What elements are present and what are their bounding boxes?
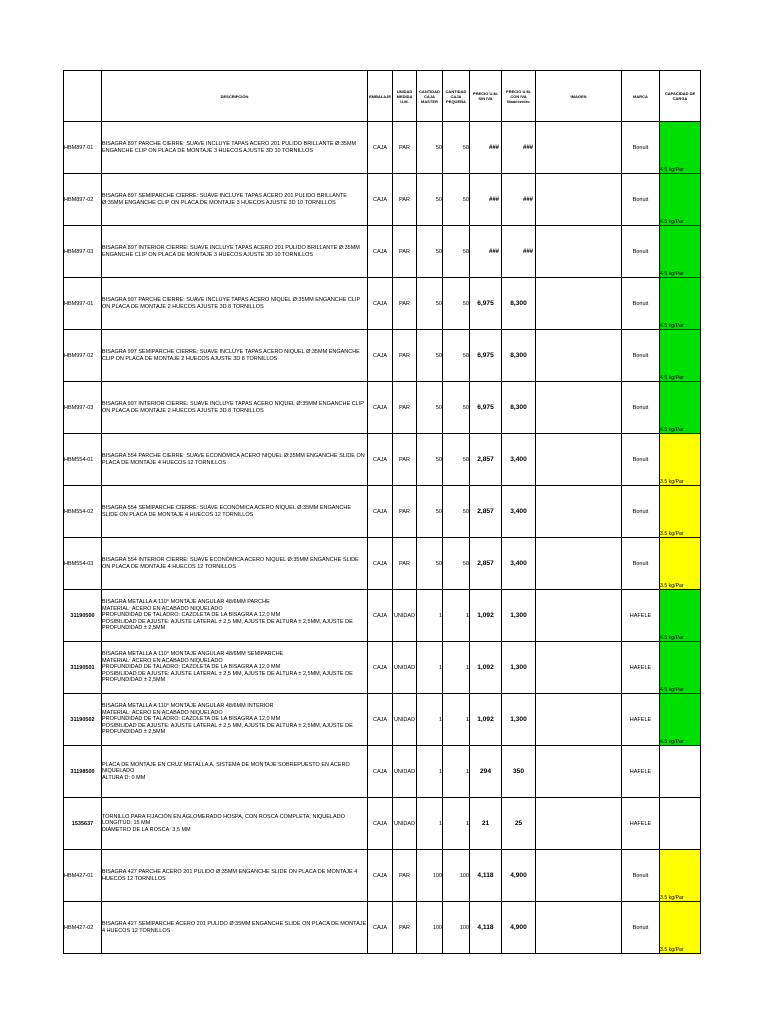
table-row bbox=[64, 174, 701, 226]
price-with-vat: 4,900 bbox=[502, 902, 536, 954]
unit: PAR bbox=[393, 850, 417, 902]
small-box-qty: 50 bbox=[443, 486, 470, 538]
load-capacity: 3.5 kg/Par bbox=[660, 850, 701, 902]
price-with-vat: 8,300 bbox=[502, 382, 536, 434]
load-capacity: 4.5 kg/Par bbox=[660, 330, 701, 382]
header-image: IMAGEN bbox=[536, 71, 622, 122]
price-without-vat: 1,092 bbox=[470, 642, 502, 694]
product-description: BISAGRA 554 INTERIOR CIERRE: SUAVE ECONÓMICA ACERO NIQUEL Ø:35MM ENGANCHE SLIDE ON PLACA DE MONTAJE 4 HUECOS 12 TORNILLOS bbox=[102, 538, 368, 590]
product-image-cell bbox=[536, 694, 622, 746]
master-box-qty: 100 bbox=[417, 902, 443, 954]
packaging: CAJA bbox=[368, 174, 393, 226]
product-description: BISAGRA 997 INTERIOR CIERRE: SUAVE INCLUYE TAPAS ACERO NIQUEL Ø:35MM ENGANCHE CLIP ON PLACA DE MONTAJE 2 HUECOS AJUSTE 3D 8 TORNILLOS bbox=[102, 382, 368, 434]
unit: UNIDAD bbox=[393, 746, 417, 798]
price-without-vat: 294 bbox=[470, 746, 502, 798]
small-box-qty: 1 bbox=[443, 590, 470, 642]
product-code: HBM997-03 bbox=[64, 382, 102, 434]
product-code: HBM997-02 bbox=[64, 330, 102, 382]
product-code: HBM897-01 bbox=[64, 122, 102, 174]
price-with-vat: ### bbox=[502, 174, 536, 226]
packaging: CAJA bbox=[368, 330, 393, 382]
load-capacity: 3.5 kg/Par bbox=[660, 486, 701, 538]
price-with-vat: 3,400 bbox=[502, 486, 536, 538]
load-capacity: 4.5 kg/Par bbox=[660, 382, 701, 434]
packaging: CAJA bbox=[368, 798, 393, 850]
packaging: CAJA bbox=[368, 382, 393, 434]
packaging: CAJA bbox=[368, 538, 393, 590]
table-row bbox=[64, 538, 701, 590]
table-row bbox=[64, 486, 701, 538]
small-box-qty: 50 bbox=[443, 122, 470, 174]
unit: PAR bbox=[393, 902, 417, 954]
load-capacity: 3.5 kg/Par bbox=[660, 538, 701, 590]
small-box-qty: 100 bbox=[443, 850, 470, 902]
header-load-capacity: CAPACIDAD DE CARGA bbox=[660, 71, 701, 122]
small-box-qty: 50 bbox=[443, 174, 470, 226]
load-capacity bbox=[660, 798, 701, 850]
master-box-qty: 50 bbox=[417, 434, 443, 486]
product-description: BISAGRA 997 SEMIPARCHE CIERRE: SUAVE INCLUYE TAPAS ACERO NIQUEL Ø:35MM ENGANCHE CLIP ON PLACA DE MONTAJE 2 HUECOS AJUSTE 3D 8 TORNILLOS bbox=[102, 330, 368, 382]
unit: PAR bbox=[393, 122, 417, 174]
brand: Bonuit bbox=[622, 902, 660, 954]
product-description: BISAGRA 897 PARCHE CIERRE: SUAVE INCLUYE TAPAS ACERO 201 PULIDO BRILLANTE Ø:35MM ENGANCHE CLIP ON PLACA DE MONTAJE 3 HUECOS AJUSTE 3D 10 TORNILLOS bbox=[102, 122, 368, 174]
header-code bbox=[64, 71, 102, 122]
table-row bbox=[64, 642, 701, 694]
product-image-cell bbox=[536, 278, 622, 330]
price-with-vat: 8,300 bbox=[502, 330, 536, 382]
master-box-qty: 50 bbox=[417, 330, 443, 382]
product-code: 31190501 bbox=[64, 642, 102, 694]
product-image-cell bbox=[536, 122, 622, 174]
header-master-qty: CANTIDAD CAJA MASTER bbox=[417, 71, 443, 122]
small-box-qty: 50 bbox=[443, 538, 470, 590]
master-box-qty: 50 bbox=[417, 226, 443, 278]
price-with-vat: 25 bbox=[502, 798, 536, 850]
table-row bbox=[64, 850, 701, 902]
price-without-vat: 6,975 bbox=[470, 382, 502, 434]
brand: Bonuit bbox=[622, 122, 660, 174]
packaging: CAJA bbox=[368, 902, 393, 954]
product-description: PLACA DE MONTAJE EN CRUZ METALLA A, SISTEMA DE MONTAJE SOBREPUESTO EN ACERO NIQUELADO ALTURA D: 0 MM bbox=[102, 746, 368, 798]
load-capacity: 4.5 kg/Par bbox=[660, 174, 701, 226]
product-image-cell bbox=[536, 486, 622, 538]
brand: HAFELE bbox=[622, 798, 660, 850]
product-code: HBM997-01 bbox=[64, 278, 102, 330]
price-without-vat: 6,975 bbox=[470, 330, 502, 382]
price-without-vat: ### bbox=[470, 174, 502, 226]
product-image-cell bbox=[536, 382, 622, 434]
product-code: HBM897-02 bbox=[64, 174, 102, 226]
product-description: BISAGRA 897 SEMIPARCHE CIERRE: SUAVE INCLUYE TAPAS ACERO 201 PULIDO BRILLANTE Ø:35MM ENGANCHE CLIP ON PLACA DE MONTAJE 3 HUECOS AJUSTE 3D 10 TORNILLOS bbox=[102, 174, 368, 226]
table-row bbox=[64, 382, 701, 434]
unit: PAR bbox=[393, 226, 417, 278]
master-box-qty: 100 bbox=[417, 850, 443, 902]
packaging: CAJA bbox=[368, 226, 393, 278]
small-box-qty: 50 bbox=[443, 330, 470, 382]
price-without-vat: 4,118 bbox=[470, 850, 502, 902]
master-box-qty: 1 bbox=[417, 798, 443, 850]
product-image-cell bbox=[536, 174, 622, 226]
price-with-vat: 3,400 bbox=[502, 434, 536, 486]
product-image-cell bbox=[536, 330, 622, 382]
table-body bbox=[64, 122, 701, 954]
table-row bbox=[64, 746, 701, 798]
master-box-qty: 1 bbox=[417, 694, 443, 746]
header-price-with-vat: PRECIO U.M. CON IVA Madecentro bbox=[502, 71, 536, 122]
product-image-cell bbox=[536, 590, 622, 642]
price-with-vat: 4,900 bbox=[502, 850, 536, 902]
product-code: HBM554-03 bbox=[64, 538, 102, 590]
product-description: BISAGRA METALLA A 110° MONTAJE ANGULAR 48/6MM SEMIPARCHE MATERIAL: ACERO EN ACABADO NIQUELADO PROFUNDIDAD DE TALADRO: CAZOLETA DE LA BISAGRA A 12,0 MM POSIBILIDAD DE AJUSTE: AJUSTE LATERAL ± 2,5 MM, AJUSTE DE ALTURA ± 2,5MM, AJUSTE DE PROFUNDIDAD ± 2,5MM bbox=[102, 642, 368, 694]
master-box-qty: 50 bbox=[417, 278, 443, 330]
product-image-cell bbox=[536, 798, 622, 850]
brand: Bonuit bbox=[622, 278, 660, 330]
packaging: CAJA bbox=[368, 278, 393, 330]
product-image-cell bbox=[536, 434, 622, 486]
small-box-qty: 50 bbox=[443, 278, 470, 330]
product-image-cell bbox=[536, 642, 622, 694]
product-code: HBM427-02 bbox=[64, 902, 102, 954]
price-without-vat: ### bbox=[470, 226, 502, 278]
brand: Bonuit bbox=[622, 330, 660, 382]
product-code: HBM897-03 bbox=[64, 226, 102, 278]
load-capacity: 4.5 kg/Par bbox=[660, 278, 701, 330]
product-price-table bbox=[63, 70, 701, 954]
product-description: BISAGRA 427 PARCHE ACERO 201 PULIDO Ø:35MM ENGANCHE SLIDE ON PLACA DE MONTAJE 4 HUECOS 12 TORNILLOS bbox=[102, 850, 368, 902]
product-image-cell bbox=[536, 850, 622, 902]
master-box-qty: 1 bbox=[417, 642, 443, 694]
table-row bbox=[64, 694, 701, 746]
small-box-qty: 100 bbox=[443, 902, 470, 954]
packaging: CAJA bbox=[368, 434, 393, 486]
table-row bbox=[64, 122, 701, 174]
load-capacity: 4.5 kg/Par bbox=[660, 122, 701, 174]
master-box-qty: 50 bbox=[417, 122, 443, 174]
load-capacity: 4.5 kg/Par bbox=[660, 590, 701, 642]
product-description: BISAGRA 554 SEMIPARCHE CIERRE: SUAVE ECONÓMICA ACERO NIQUEL Ø:35MM ENGANCHE SLIDE ON PLACA DE MONTAJE 4 HUECOS 12 TORNILLOS bbox=[102, 486, 368, 538]
header-description: DESCRIPCIÓN bbox=[102, 71, 368, 122]
master-box-qty: 50 bbox=[417, 382, 443, 434]
master-box-qty: 1 bbox=[417, 746, 443, 798]
unit: PAR bbox=[393, 434, 417, 486]
brand: Bonuit bbox=[622, 174, 660, 226]
product-code: HBM554-01 bbox=[64, 434, 102, 486]
unit: PAR bbox=[393, 538, 417, 590]
product-image-cell bbox=[536, 538, 622, 590]
unit: UNIDAD bbox=[393, 694, 417, 746]
unit: UNIDAD bbox=[393, 798, 417, 850]
small-box-qty: 1 bbox=[443, 642, 470, 694]
product-description: BISAGRA METALLA A 110° MONTAJE ANGULAR 48/6MM PARCHE MATERIAL: ACERO EN ACABADO NIQUELADO PROFUNDIDAD DE TALADRO: CAZOLETA DE LA BISAGRA A 12,0 MM POSIBILIDAD DE AJUSTE: AJUSTE LATERAL ± 2,5 MM, AJUSTE DE ALTURA ± 2,5MM, AJUSTE DE PROFUNDIDAD ± 2,5MM bbox=[102, 590, 368, 642]
brand: HAFELE bbox=[622, 694, 660, 746]
product-code: 1535637 bbox=[64, 798, 102, 850]
header-price-without-vat: PRECIO U.M. SIN IVA bbox=[470, 71, 502, 122]
load-capacity: 4.5 kg/Par bbox=[660, 226, 701, 278]
packaging: CAJA bbox=[368, 642, 393, 694]
master-box-qty: 50 bbox=[417, 174, 443, 226]
packaging: CAJA bbox=[368, 486, 393, 538]
table-row bbox=[64, 590, 701, 642]
product-description: BISAGRA 897 INTERIOR CIERRE: SUAVE INCLUYE TAPAS ACERO 201 PULIDO BRILLANTE Ø:35MM ENGANCHE CLIP ON PLACA DE MONTAJE 3 HUECOS AJUSTE 3D 10 TORNILLOS bbox=[102, 226, 368, 278]
price-without-vat: 2,857 bbox=[470, 434, 502, 486]
header-small-qty: CANTIDAD CAJA PEQUEÑA bbox=[443, 71, 470, 122]
packaging: CAJA bbox=[368, 122, 393, 174]
table-row bbox=[64, 434, 701, 486]
product-code: 31190500 bbox=[64, 590, 102, 642]
master-box-qty: 50 bbox=[417, 538, 443, 590]
unit: UNIDAD bbox=[393, 590, 417, 642]
load-capacity: 4.5 kg/Par bbox=[660, 694, 701, 746]
price-without-vat: ### bbox=[470, 122, 502, 174]
product-description: BISAGRA 554 PARCHE CIERRE: SUAVE ECONÓMICA ACERO NIQUEL Ø:35MM ENGANCHE SLIDE ON PLACA DE MONTAJE 4 HUECOS 12 TORNILLOS bbox=[102, 434, 368, 486]
product-code: 31198500 bbox=[64, 746, 102, 798]
product-image-cell bbox=[536, 226, 622, 278]
header-packaging: EMBALAJE bbox=[368, 71, 393, 122]
product-description: TORNILLO PARA FIJACIÓN EN AGLOMERADO HOSPA, CON ROSCA COMPLETA, NIQUELADO LONGITUD: 15 MM DIÁMETRO DE LA ROSCA: 3,5 MM bbox=[102, 798, 368, 850]
brand: Bonuit bbox=[622, 226, 660, 278]
brand: Bonuit bbox=[622, 850, 660, 902]
table-header bbox=[64, 71, 701, 122]
product-image-cell bbox=[536, 746, 622, 798]
unit: PAR bbox=[393, 174, 417, 226]
product-description: BISAGRA METALLA A 110° MONTAJE ANGULAR 48/6MM INTERIOR MATERIAL: ACERO EN ACABADO NIQUELADO PROFUNDIDAD DE TALADRO: CAZOLETA DE LA BISAGRA A 12,0 MM POSIBILIDAD DE AJUSTE: AJUSTE LATERAL ± 2,5 MM, AJUSTE DE ALTURA ± 2,5MM, AJUSTE DE PROFUNDIDAD ± 2,5MM bbox=[102, 694, 368, 746]
price-with-vat: 1,300 bbox=[502, 694, 536, 746]
price-without-vat: 2,857 bbox=[470, 486, 502, 538]
price-with-vat: ### bbox=[502, 226, 536, 278]
price-with-vat: 3,400 bbox=[502, 538, 536, 590]
price-with-vat: ### bbox=[502, 122, 536, 174]
load-capacity: 3.5 kg/Par bbox=[660, 902, 701, 954]
small-box-qty: 1 bbox=[443, 798, 470, 850]
brand: Bonuit bbox=[622, 382, 660, 434]
brand: Bonuit bbox=[622, 486, 660, 538]
small-box-qty: 50 bbox=[443, 226, 470, 278]
brand: Bonuit bbox=[622, 538, 660, 590]
table-row bbox=[64, 902, 701, 954]
packaging: CAJA bbox=[368, 590, 393, 642]
load-capacity bbox=[660, 746, 701, 798]
product-description: BISAGRA 997 PARCHE CIERRE: SUAVE INCLUYE TAPAS ACERO NIQUEL Ø:35MM ENGANCHE CLIP ON PLACA DE MONTAJE 2 HUECOS AJUSTE 3D 8 TORNILLOS bbox=[102, 278, 368, 330]
load-capacity: 3.5 kg/Par bbox=[660, 434, 701, 486]
price-without-vat: 1,092 bbox=[470, 694, 502, 746]
master-box-qty: 50 bbox=[417, 486, 443, 538]
unit: PAR bbox=[393, 278, 417, 330]
small-box-qty: 1 bbox=[443, 746, 470, 798]
unit: PAR bbox=[393, 330, 417, 382]
product-image-cell bbox=[536, 902, 622, 954]
price-with-vat: 350 bbox=[502, 746, 536, 798]
load-capacity: 4.5 kg/Par bbox=[660, 642, 701, 694]
master-box-qty: 1 bbox=[417, 590, 443, 642]
product-description: BISAGRA 427 SEMIPARCHE ACERO 201 PULIDO Ø:35MM ENGANCHE SLIDE ON PLACA DE MONTAJE 4 HUECOS 12 TORNILLOS bbox=[102, 902, 368, 954]
table-row bbox=[64, 330, 701, 382]
packaging: CAJA bbox=[368, 694, 393, 746]
header-unit: UNIDAD MEDIDA U.M. bbox=[393, 71, 417, 122]
product-code: HBM427-01 bbox=[64, 850, 102, 902]
unit: PAR bbox=[393, 486, 417, 538]
price-with-vat: 1,300 bbox=[502, 642, 536, 694]
packaging: CAJA bbox=[368, 746, 393, 798]
price-without-vat: 1,092 bbox=[470, 590, 502, 642]
brand: HAFELE bbox=[622, 590, 660, 642]
price-without-vat: 4,118 bbox=[470, 902, 502, 954]
brand: Bonuit bbox=[622, 434, 660, 486]
table-row bbox=[64, 798, 701, 850]
table-row bbox=[64, 278, 701, 330]
product-code: 31190502 bbox=[64, 694, 102, 746]
header-brand: MARCA bbox=[622, 71, 660, 122]
price-without-vat: 2,857 bbox=[470, 538, 502, 590]
table-row bbox=[64, 226, 701, 278]
small-box-qty: 50 bbox=[443, 434, 470, 486]
product-code: HBM554-02 bbox=[64, 486, 102, 538]
packaging: CAJA bbox=[368, 850, 393, 902]
price-with-vat: 1,300 bbox=[502, 590, 536, 642]
price-without-vat: 21 bbox=[470, 798, 502, 850]
price-without-vat: 6,975 bbox=[470, 278, 502, 330]
unit: UNIDAD bbox=[393, 642, 417, 694]
brand: HAFELE bbox=[622, 642, 660, 694]
brand: HAFELE bbox=[622, 746, 660, 798]
small-box-qty: 50 bbox=[443, 382, 470, 434]
price-with-vat: 8,300 bbox=[502, 278, 536, 330]
small-box-qty: 1 bbox=[443, 694, 470, 746]
unit: PAR bbox=[393, 382, 417, 434]
